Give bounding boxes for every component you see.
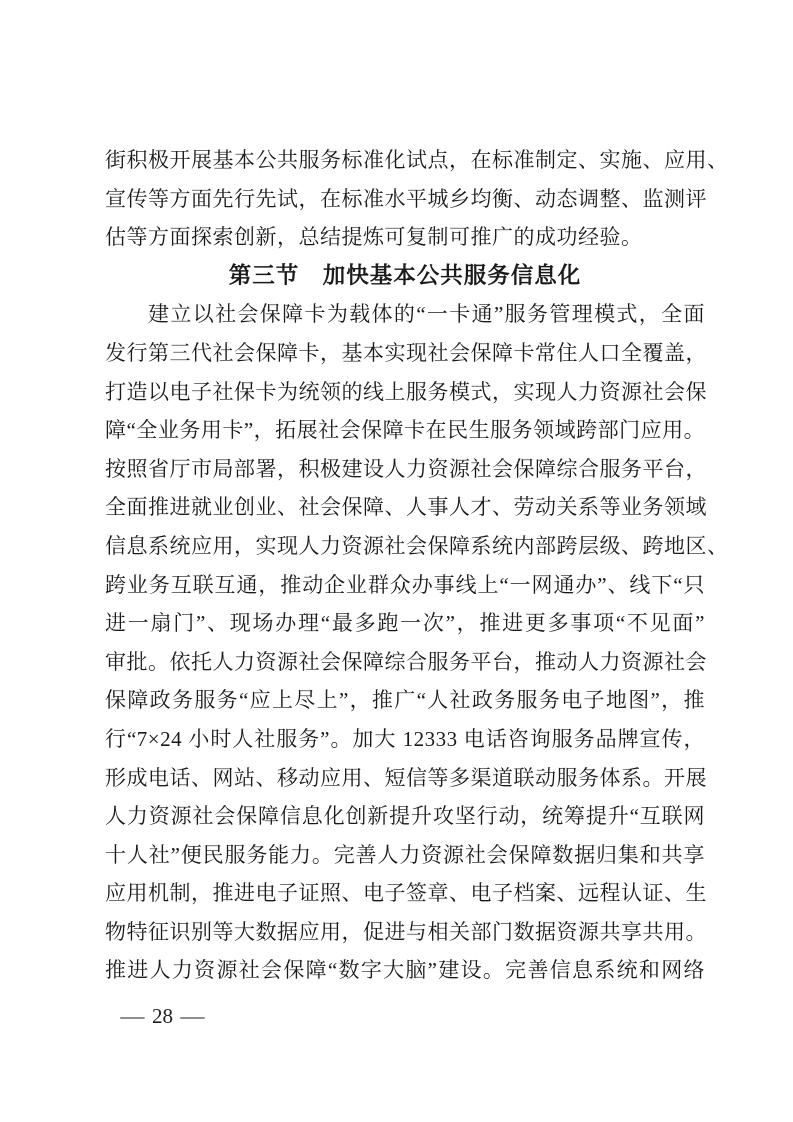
text-line: 人力资源社会保障信息化创新提升攻坚行动，统筹提升“互联网	[105, 804, 705, 829]
text-line: 街积极开展基本公共服务标准化试点，在标准制定、实施、应用、	[105, 148, 729, 172]
text-line: 打造以电子社保卡为统领的线上服务模式，实现人力资源社会保	[105, 379, 707, 404]
text-line: 应用机制，推进电子证照、电子签章、电子档案、远程认证、生	[105, 881, 707, 906]
text-line: 跨业务互联互通，推动企业群众办事线上“一网通办”、线下“只	[105, 572, 705, 597]
footer-left-dash: —	[120, 1004, 145, 1028]
text-line: 行“7×24 小时人社服务”。加大 12333 电话咨询服务品牌宣传，	[105, 726, 705, 751]
text-line: 发行第三代社会保障卡，基本实现社会保障卡常住人口全覆盖，	[105, 340, 707, 365]
text-line: 进一扇门”、现场办理“最多跑一次”，推进更多事项“不见面”	[105, 611, 705, 636]
text-line: 估等方面探索创新，总结提炼可复制可推广的成功经验。	[105, 225, 643, 250]
text-line: 审批。依托人力资源社会保障综合服务平台，推动人力资源社会	[105, 649, 707, 674]
text-line: 保障政务服务“应上尽上”，推广“人社政务服务电子地图”，推	[105, 688, 705, 713]
text-line: 障“全业务用卡”，拓展社会保障卡在民生服务领域跨部门应用。	[105, 418, 706, 443]
paragraph-continuation	[105, 141, 729, 257]
text-line: 全面推进就业创业、社会保障、人事人才、劳动关系等业务领域	[105, 495, 707, 520]
footer-right-dash: —	[180, 1004, 205, 1028]
text-line: 信息系统应用，实现人力资源社会保障系统内部跨层级、跨地区、	[105, 533, 729, 558]
text-line: 宣传等方面先行先试，在标准水平城乡均衡、动态调整、监测评	[105, 186, 707, 211]
text-line: 十人社”便民服务能力。完善人力资源社会保障数据归集和共享	[105, 842, 705, 867]
section-heading: 第三节 加快基本公共服务信息化	[228, 262, 582, 288]
text-line: 物特征识别等大数据应用，促进与相关部门数据资源共享共用。	[105, 919, 707, 944]
page-content	[105, 141, 729, 990]
text-line: 推进人力资源社会保障“数字大脑”建设。完善信息系统和网络	[105, 958, 705, 983]
text-line: 形成电话、网站、移动应用、短信等多渠道联动服务体系。开展	[105, 765, 707, 790]
text-line: 按照省厅市局部署，积极建设人力资源社会保障综合服务平台，	[105, 456, 707, 481]
page-footer	[122, 1001, 203, 1031]
page-number: 28	[152, 1004, 173, 1028]
text-line: 建立以社会保障卡为载体的“一卡通”服务管理模式，全面	[148, 302, 705, 327]
paragraph-main	[105, 295, 729, 990]
